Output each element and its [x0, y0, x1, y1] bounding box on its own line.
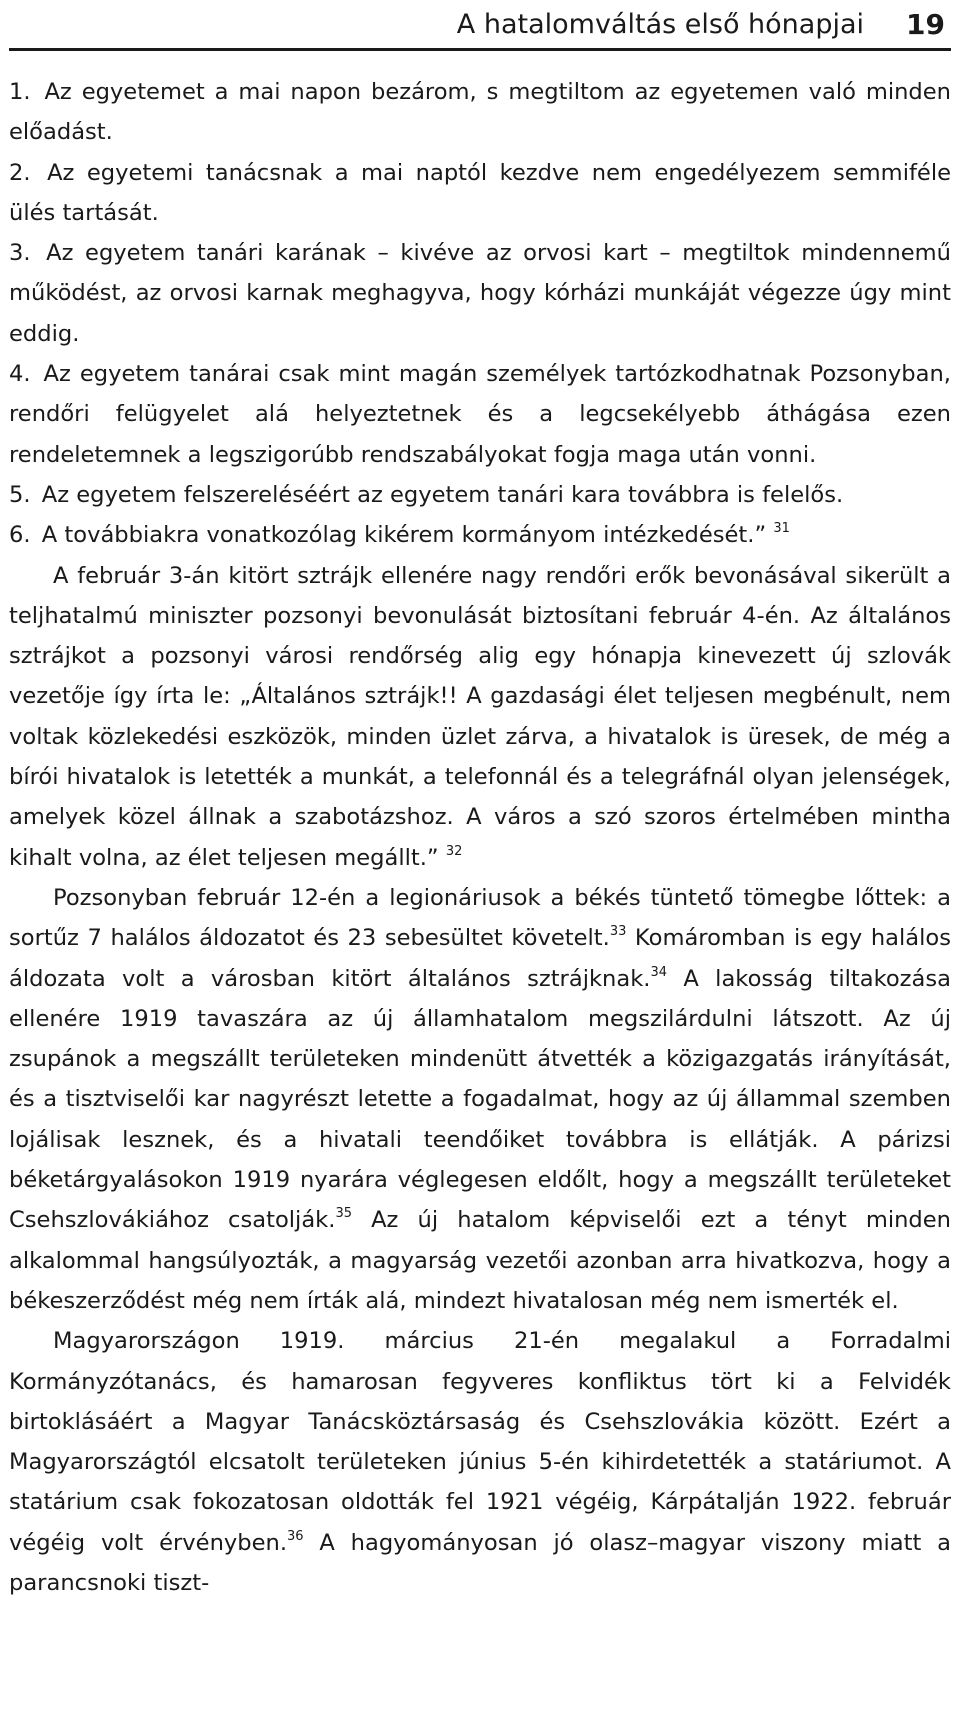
footnote-ref: 31 — [773, 521, 790, 537]
paragraph-text: Az új hatalom képviselői ezt a tényt minden alkalommal hangsúlyozták, a magyarság vezetői azonban arra hivatkozva, hogy a békeszerződést még nem írták alá, mindezt hivatalosan még nem ismerték el. — [9, 1207, 951, 1314]
list-number: 6. — [9, 522, 31, 549]
footnote-ref: 36 — [287, 1528, 304, 1544]
list-text: Az egyetemet a mai napon bezárom, s megtiltom az egyetemen való minden előadást. — [9, 79, 951, 146]
paragraph-text: Magyarországon 1919. március 21-én megalakul a Forradalmi Kormányzótanács, és hamarosan fegyveres konfliktus tört ki a Felvidék birtoklásáért a Magyar Tanácsköztársaság és Csehszlovákia között. Ezért a Magyarországtól elcsatolt területeken június 5-én kihirdetették a statáriumot. A statárium csak fokozatosan oldották fel 1921 végéig, Kárpátalján 1922. február végéig volt érvényben. — [9, 1328, 951, 1556]
list-number: 5. — [9, 481, 31, 508]
paragraph-text: Komáromban is egy halálos áldozata volt a városban kitört általános sztrájknak. — [9, 925, 951, 992]
list-item — [9, 153, 951, 234]
list-item — [9, 72, 951, 153]
paragraph-text: A lakosság tiltakozása ellenére 1919 tavaszára az új államhatalom megszilárdulni látszott. Az új zsupánok a megszállt területeken mindenütt átvették a közigazgatás irányítását, és a tisztviselői kar nagyrészt letette a fogadalmat, hogy az új állammal szemben lojálisak lesznek, és a hivatali teendőiket továbbra is ellátják. A párizsi béketárgyalásokon 1919 nyarára véglegesen eldőlt, hogy a megszállt területeket Csehszlovákiához csatolják. — [9, 965, 951, 1234]
paragraph-text: A február 3-án kitört sztrájk ellenére nagy rendőri erők bevonásával sikerült a teljhatalmú miniszter pozsonyi bevonulását biztosítani február 4-én. Az általános sztrájkot a pozsonyi városi rendőrség alig egy hónapja kinevezett új szlovák vezetője így írta le: „Általános sztrájk!! A gazdasági élet teljesen megbénult, nem voltak közlekedési eszközök, minden üzlet zárva, a hivatalok is üresek, de még a bírói hivatalok is letették a munkát, a telefonnál és a telegráfnál olyan jelenségek, amelyek közel állnak a szabotázshoz. A város a szó szoros értelmében mintha kihalt volna, az élet teljesen megállt.” — [9, 562, 951, 871]
paragraph — [9, 556, 951, 878]
running-header — [9, 0, 951, 51]
list-number: 3. — [9, 240, 31, 267]
paragraph-text: Pozsonyban február 12-én a legionáriusok a békés tüntető tömegbe lőttek: a sortűz 7 halálos áldozatot és 23 sebesültet követelt. — [9, 884, 951, 952]
list-text: Az egyetem tanári karának – kivéve az orvosi kart – megtiltok mindennemű működést, az orvosi karnak meghagyva, hogy kórházi munkáját végezze úgy mint eddig. — [9, 240, 951, 347]
chapter-title: A hatalomváltás első hónapjai — [456, 8, 865, 40]
list-item — [9, 233, 951, 354]
paragraph — [9, 878, 951, 1321]
list-number: 4. — [9, 361, 31, 388]
page-number: 19 — [906, 7, 945, 41]
list-item — [9, 515, 951, 555]
footnote-ref: 33 — [609, 924, 627, 940]
list-text: Az egyetem tanárai csak mint magán személyek tartózkodhatnak Pozsonyban, rendőri felügyelet alá helyeztetnek és a legcsekélyebb áthágása ezen rendeletemnek a legszigorúbb rendszabályokat fogja maga után vonni. — [9, 361, 951, 468]
list-text: Az egyetem felszereléséért az egyetem tanári kara továbbra is felelős. — [41, 481, 844, 508]
list-text: A továbbiakra vonatkozólag kikérem kormányom intézkedését.” — [41, 522, 767, 549]
list-number: 1. — [9, 79, 31, 105]
footnote-ref: 34 — [650, 964, 668, 980]
footnote-ref: 32 — [445, 843, 463, 859]
footnote-ref: 35 — [335, 1206, 352, 1222]
paragraph — [9, 1321, 951, 1603]
list-number: 2. — [9, 159, 31, 186]
list-item — [9, 354, 951, 475]
page-body — [9, 72, 951, 1603]
paragraph-text: A hagyományosan jó olasz–magyar viszony miatt a parancsnoki tiszt- — [9, 1529, 951, 1596]
list-item — [9, 475, 951, 515]
list-text: Az egyetemi tanácsnak a mai naptól kezdve nem engedélyezem semmiféle ülés tartását. — [9, 159, 952, 226]
